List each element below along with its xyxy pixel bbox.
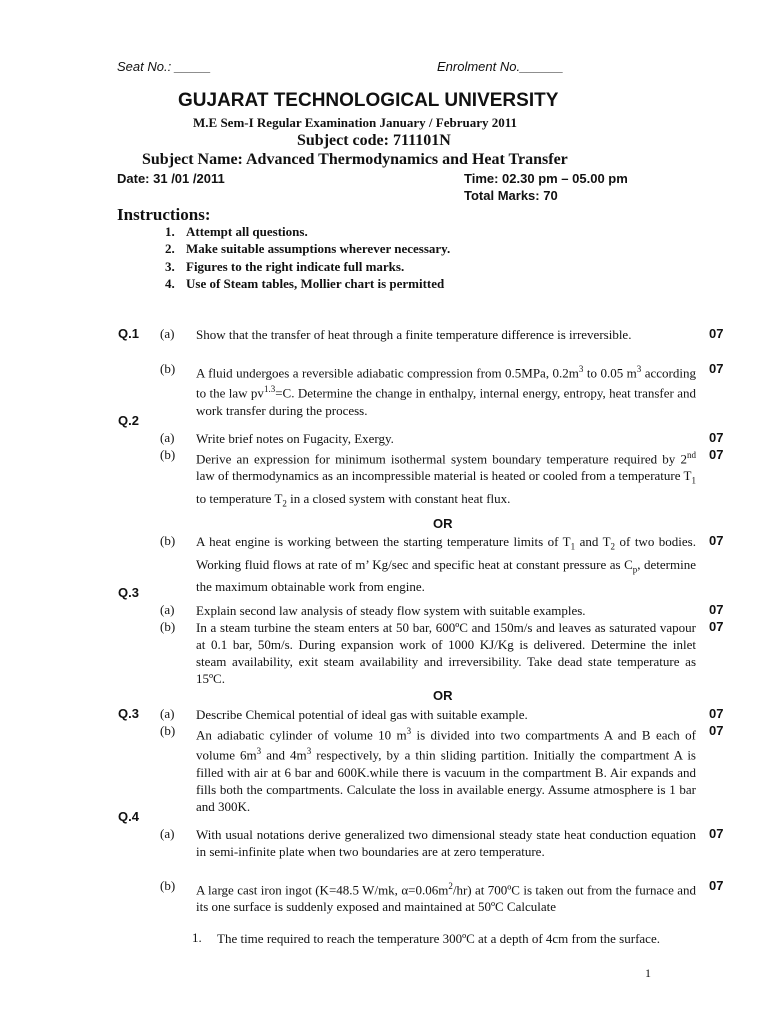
question-number: Q.1: [118, 326, 139, 341]
question-marks: 07: [709, 533, 724, 548]
question-text: An adiabatic cylinder of volume 10 $m^3$ is divided into two compartments A and B each of volume $6m^3$ and $4m^3$ respectively, by a thin sliding partition. Initially the compartment A is filled with air at 6 bar and 600K.while there is vacuum in the compartment B. Air expands and fills both the compartments. Calculate the loss in available energy. Assume atmosphere is 1 bar and 300K.: [196, 726, 696, 814]
question-number: Q.3: [118, 585, 139, 600]
exam-time: Time: 02.30 pm – 05.00 pm: [464, 171, 628, 186]
instruction-number: 4.: [165, 276, 175, 291]
question-text: A large cast iron ingot (K=48.5 W/mk, $\alpha=0.06m^2/hr$) at 700ºC is taken out from the furnace and its one surface is suddenly exposed and maintained at 50ºC Calculate: [196, 881, 696, 915]
total-marks: Total Marks: 70: [464, 188, 558, 203]
question-part-label: (b): [160, 361, 176, 376]
question-part-label: (b): [160, 447, 176, 462]
instruction-item: Attempt all questions.: [186, 224, 308, 239]
exam-date: Date: 31 /01 /2011: [117, 171, 225, 186]
sub-item-text: The time required to reach the temperature 300ºC at a depth of 4cm from the surface.: [217, 931, 660, 946]
question-part-label: (b): [160, 533, 176, 548]
question-text: Derive an expression for minimum isothermal system boundary temperature required by 2nd law of thermodynamics as an incompressible material is heated or cooled from a temperature $T_1$ to temperature $T_2$ in a closed system with constant heat flux.: [196, 450, 696, 509]
sub-item-number: 1.: [192, 930, 202, 945]
instruction-item: Use of Steam tables, Mollier chart is permitted: [186, 276, 445, 291]
question-marks: 07: [709, 619, 724, 634]
question-part-label: (a): [160, 706, 175, 721]
question-marks: 07: [709, 878, 724, 893]
instruction-item: Figures to the right indicate full marks.: [186, 259, 405, 274]
question-marks: 07: [709, 447, 724, 462]
question-part-label: (a): [160, 326, 175, 341]
question-part-label: (b): [160, 723, 176, 738]
question-number: Q.3: [118, 706, 139, 721]
question-text: Write brief notes on Fugacity, Exergy.: [196, 431, 394, 446]
exam-title: M.E Sem-I Regular Examination January / February 2011: [193, 115, 518, 130]
instruction-item: Make suitable assumptions wherever necessary.: [186, 241, 451, 256]
question-text: A heat engine is working between the starting temperature limits of $T_1$ and $T_2$ of two bodies. Working fluid flows at rate of m’ Kg/sec and specific heat at constant pressure as $C_p$, determine the maximum obtainable work from engine.: [196, 534, 696, 595]
question-text: Explain second law analysis of steady flow system with suitable examples.: [196, 603, 586, 618]
or-separator: OR: [433, 516, 453, 531]
question-marks: 07: [709, 723, 724, 738]
question-text: Show that the transfer of heat through a finite temperature difference is irreversible.: [196, 327, 632, 342]
question-part-label: (a): [160, 430, 175, 445]
question-part-label: (b): [160, 878, 176, 893]
enrolment-number-label: Enrolment No.______: [437, 59, 564, 74]
question-number: Q.4: [118, 809, 139, 824]
instruction-number: 2.: [165, 241, 175, 256]
question-part-label: (a): [160, 602, 175, 617]
instructions-title: Instructions:: [117, 205, 211, 224]
university-title: GUJARAT TECHNOLOGICAL UNIVERSITY: [178, 90, 559, 111]
question-marks: 07: [709, 706, 724, 721]
question-number: Q.2: [118, 413, 139, 428]
question-marks: 07: [709, 361, 724, 376]
subject-code: Subject code: 711101N: [297, 132, 451, 149]
question-marks: 07: [709, 602, 724, 617]
seat-number-label: Seat No.: _____: [117, 59, 211, 74]
question-text: Describe Chemical potential of ideal gas with suitable example.: [196, 707, 528, 722]
question-part-label: (a): [160, 826, 175, 841]
question-marks: 07: [709, 326, 724, 341]
question-text: With usual notations derive generalized two dimensional steady state heat conduction equation in semi-infinite plate when two boundaries are at zero temperature.: [196, 827, 696, 859]
question-marks: 07: [709, 430, 724, 445]
or-separator: OR: [433, 688, 453, 703]
question-marks: 07: [709, 826, 724, 841]
page-number: 1: [645, 966, 651, 980]
question-part-label: (b): [160, 619, 176, 634]
question-text: A fluid undergoes a reversible adiabatic compression from 0.5MPa, $0.2m^3$ to 0.05 $m^3$ according to the law $pv^{1.3}=C$. Determine the change in enthalpy, internal energy, entropy, heat transfer and work transfer during the process.: [196, 364, 697, 418]
subject-name: Subject Name: Advanced Thermodynamics and Heat Transfer: [142, 151, 568, 168]
instruction-number: 3.: [165, 259, 175, 274]
question-text: In a steam turbine the steam enters at 50 bar, 600ºC and 150m/s and leaves as saturated vapour at 0.1 bar, 50m/s. During expansion work of 1000 KJ/Kg is delivered. Determine the inlet steam availability, exit steam availability and irreversibility. Take dead state temperature as 15ºC.: [196, 620, 696, 686]
instruction-number: 1.: [165, 224, 175, 239]
